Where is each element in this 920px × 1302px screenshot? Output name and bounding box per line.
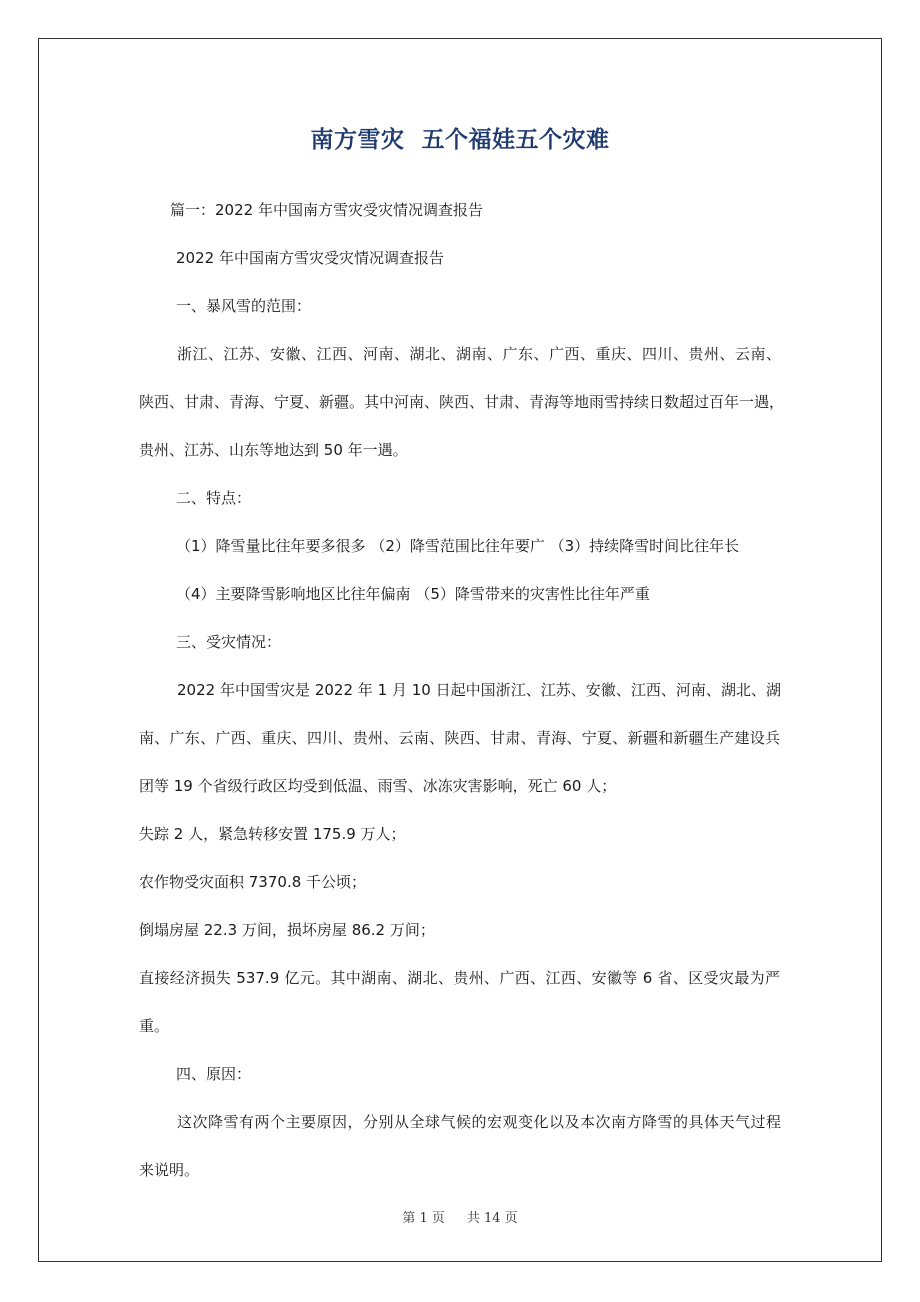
heading-causes: 四、原因：	[176, 1065, 252, 1083]
page-border	[38, 38, 882, 1262]
heading-scope: 一、暴风雪的范围：	[176, 297, 312, 315]
page-number: 第 1 页	[402, 1211, 445, 1226]
section-heading-article: 篇一：2022 年中国南方雪灾受灾情况调查报告	[170, 201, 483, 219]
paragraph-line: 倒塌房屋 22.3 万间，损坏房屋 86.2 万间；	[139, 921, 435, 939]
paragraph-line: 直接经济损失 537.9 亿元。其中湖南、湖北、贵州、广西、江西、安徽等 6 省、区受灾最为严	[139, 969, 780, 987]
report-title: 2022 年中国南方雪灾受灾情况调查报告	[176, 249, 444, 267]
page-total: 共 14 页	[466, 1211, 518, 1226]
paragraph-line: 浙江、江苏、安徽、江西、河南、湖北、湖南、广东、广西、重庆、四川、贵州、云南、	[177, 345, 781, 363]
paragraph-line: （4）主要降雪影响地区比往年偏南 （5）降雪带来的灾害性比往年严重	[176, 585, 650, 603]
paragraph-line: 2022 年中国雪灾是 2022 年 1 月 10 日起中国浙江、江苏、安徽、江西、河南、湖北、湖	[177, 681, 781, 699]
heading-features: 二、特点：	[176, 489, 252, 507]
page-footer	[38, 1207, 882, 1226]
paragraph-line: 陕西、甘肃、青海、宁夏、新疆。其中河南、陕西、甘肃、青海等地雨雪持续日数超过百年一遇，	[139, 393, 785, 411]
document-title: 南方雪灾 五个福娃五个灾难	[310, 127, 610, 153]
paragraph-line: 失踪 2 人，紧急转移安置 175.9 万人；	[139, 825, 406, 843]
heading-damage: 三、受灾情况：	[176, 633, 282, 651]
paragraph-line: （1）降雪量比往年要多很多 （2）降雪范围比往年要广 （3）持续降雪时间比往年长	[176, 537, 740, 555]
paragraph-line: 这次降雪有两个主要原因，分别从全球气候的宏观变化以及本次南方降雪的具体天气过程	[177, 1113, 781, 1131]
paragraph-line: 南、广东、广西、重庆、四川、贵州、云南、陕西、甘肃、青海、宁夏、新疆和新疆生产建设兵	[139, 729, 780, 747]
paragraph-line: 来说明。	[139, 1161, 200, 1179]
paragraph-line: 重。	[139, 1017, 170, 1035]
paragraph-line: 团等 19 个省级行政区均受到低温、雨雪、冰冻灾害影响，死亡 60 人；	[139, 777, 617, 795]
paragraph-line: 贵州、江苏、山东等地达到 50 年一遇。	[139, 441, 408, 459]
paragraph-line: 农作物受灾面积 7370.8 千公顷；	[139, 873, 367, 891]
